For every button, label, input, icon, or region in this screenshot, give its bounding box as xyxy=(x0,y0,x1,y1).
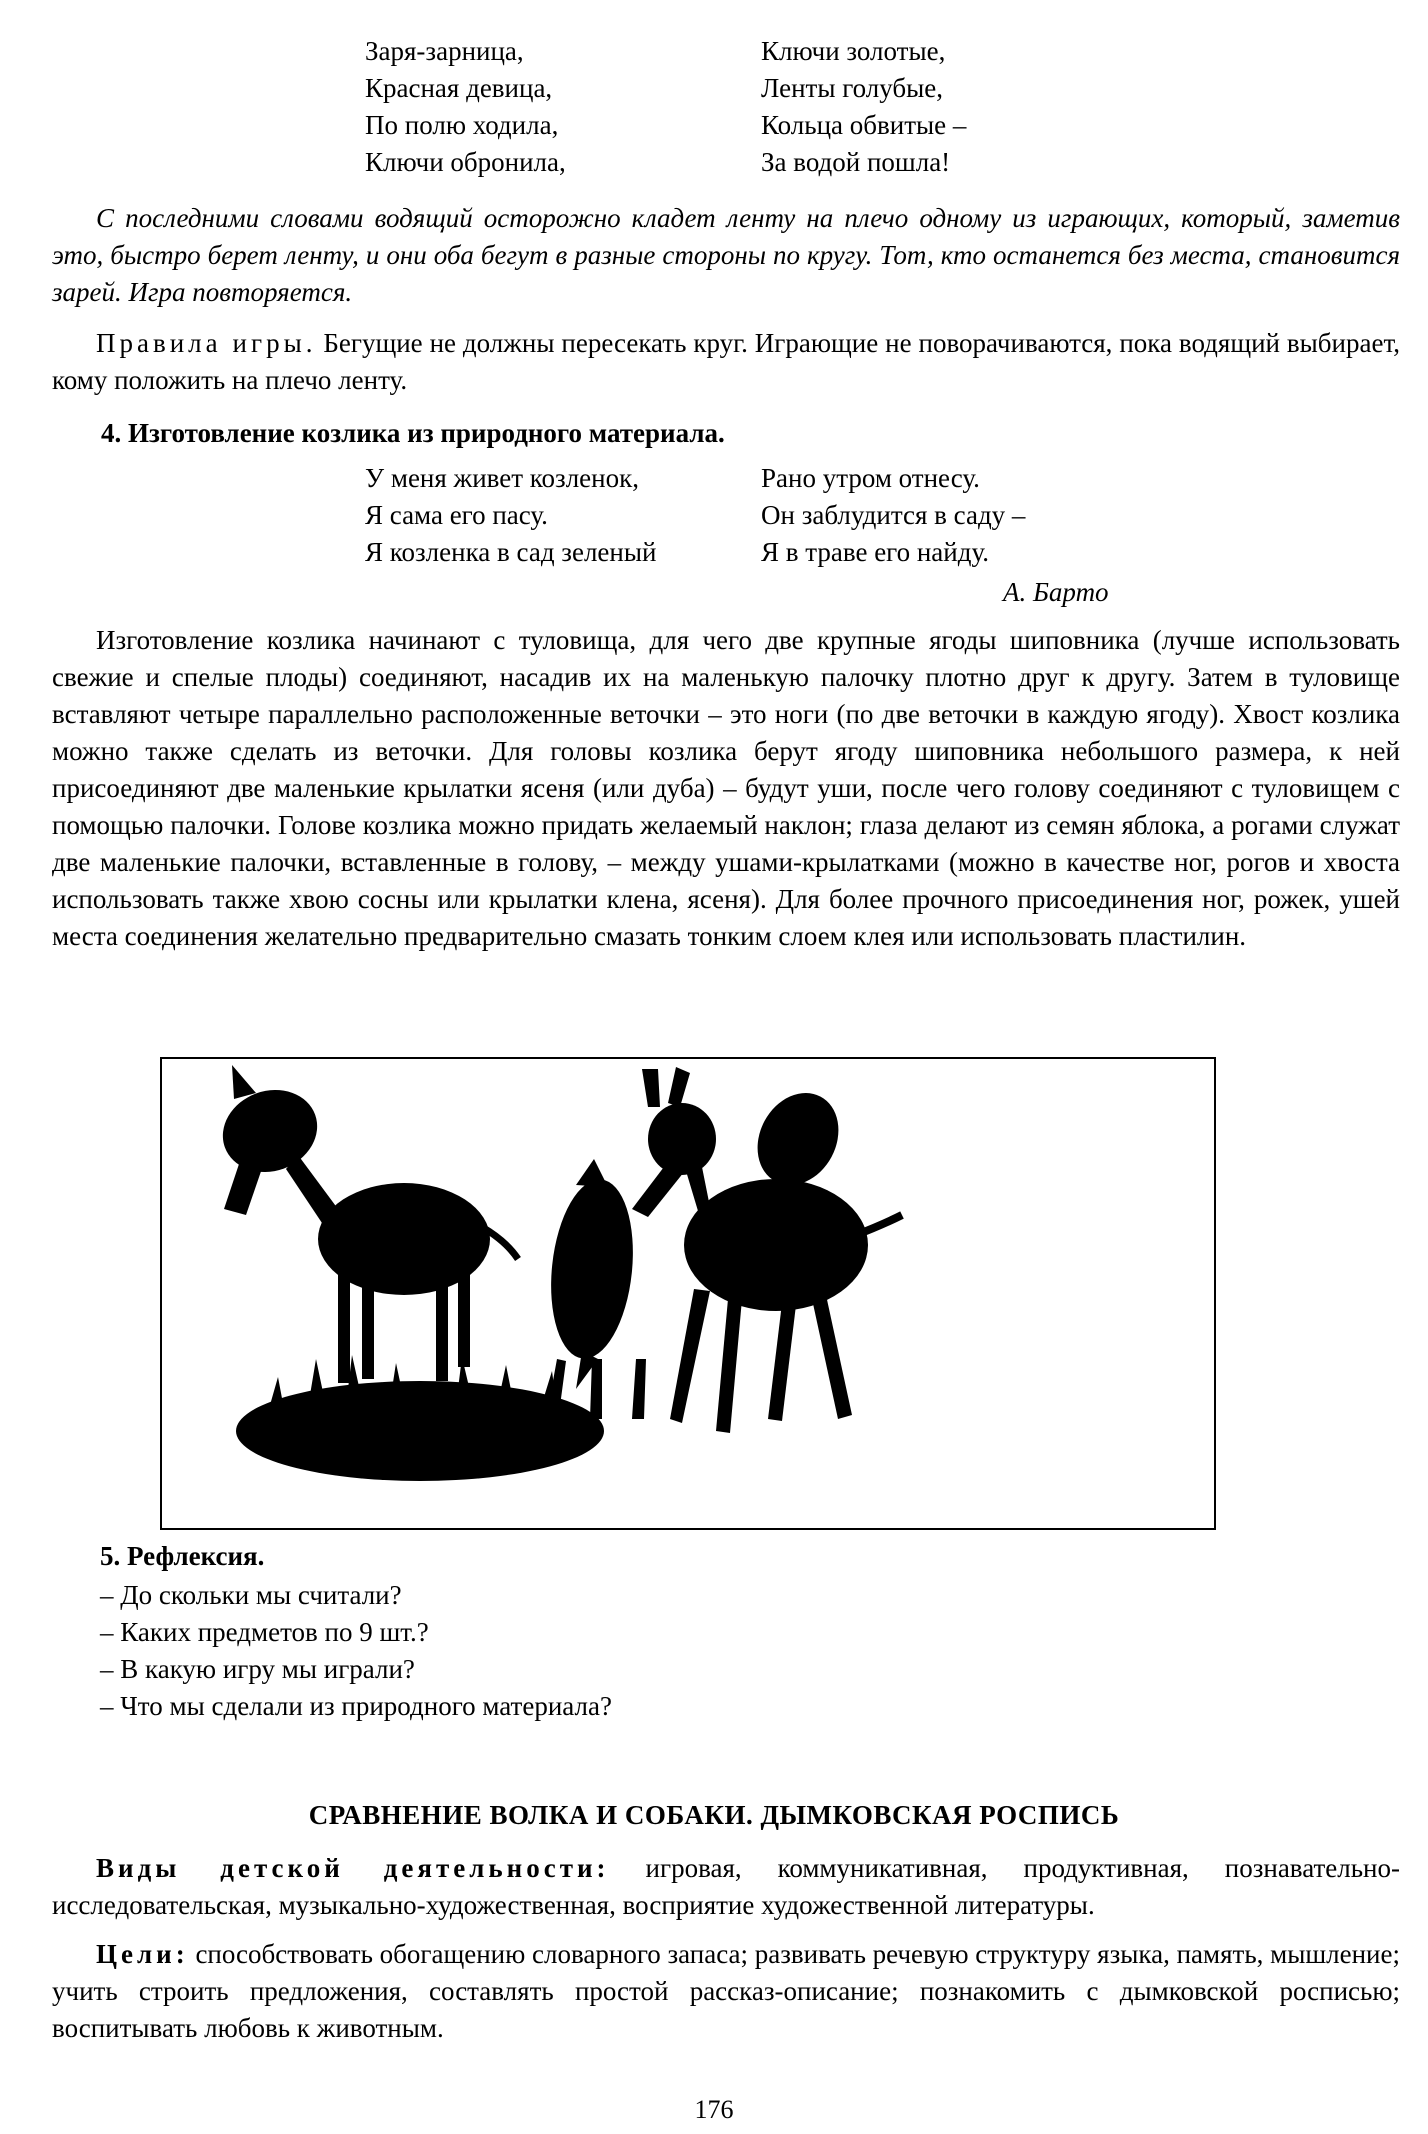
poem-line: Ключи золотые, xyxy=(761,36,946,66)
poem-author: А. Барто xyxy=(1003,577,1109,607)
poem-line: Кольца обвитые – xyxy=(761,110,967,140)
game-description: С последними словами водящий осторожно кладет ленту на плечо одному из играющих, который, заметив это, быстро берет ленту, и они оба бегут в разные стороны по кругу. Тот, кто останется без места, становится зарей. Игра повторяется. xyxy=(52,203,1400,307)
poem-kozlenok xyxy=(365,460,1065,575)
lesson-goals xyxy=(52,1936,1400,2047)
section-5-heading: 5. Рефлексия. xyxy=(100,1541,265,1571)
rules-label: Правила игры. xyxy=(96,328,317,358)
lesson-title: СРАВНЕНИЕ ВОЛКА И СОБАКИ. ДЫМКОВСКАЯ РОСПИСЬ xyxy=(308,1800,1120,1830)
goat-illustration xyxy=(162,1059,1214,1528)
poem-line: Заря-зарница, xyxy=(365,36,524,66)
poem-line: Он заблудится в саду – xyxy=(761,500,1026,530)
poem-line: Рано утром отнесу. xyxy=(761,463,980,493)
activities-label: Виды детской деятельности: xyxy=(96,1853,610,1883)
section-4-body: Изготовление козлика начинают с туловища, для чего две крупные ягоды шиповника (лучше использовать свежие и спелые плоды) соединяют, насадив их на маленькую палочку плотно друг к другу. Затем в туловище вставляют четыре параллельно расположенные веточки – это ноги (по две веточки в каждую ягоду). Хвост козлика можно также сделать из веточки. Для головы козлика берут ягоду шиповника небольшого размера, к ней присоединяют две маленькие крылатки ясеня (или дуба) – будут уши, после чего голову соединяют с туловищем с помощью палочки. Голове козлика можно придать желаемый наклон; глаза делают из семян яблока, а рогами служат две маленькие палочки, вставленные в голову, – между ушами-крылатками (можно в качестве ног, рогов и хвоста использовать также хвою сосны или крылатки клена, ясеня). Для более прочного присоединения ног, рожек, ушей места соединения желательно предварительно смазать тонким слоем клея или использовать пластилин. xyxy=(52,625,1400,951)
poem-line: Ключи обронила, xyxy=(365,147,566,177)
poem-line: У меня живет козленок, xyxy=(365,463,639,493)
poem-zarya-left xyxy=(365,33,566,181)
goat-figure xyxy=(160,1057,1216,1530)
poem-zarya xyxy=(365,33,1065,183)
goals-text: способствовать обогащению словарного запаса; развивать речевую структуру языка, память, мышление; учить строить предложения, составлять простой рассказ-описание; познакомить с дымковской росписью; воспитывать любовь к животным. xyxy=(52,1939,1400,2043)
poem-line: Ленты голубые, xyxy=(761,73,944,103)
poem-zarya-right xyxy=(761,33,966,181)
poem-line: Красная девица, xyxy=(365,73,553,103)
activities-text: игровая, коммуникативная, продуктивная, познавательно-исследовательская, музыкально-художественная, восприятие художественной литературы. xyxy=(52,1853,1400,1920)
poem-line: По полю ходила, xyxy=(365,110,559,140)
poem-kozlenok-right xyxy=(761,460,1025,571)
poem-line: Я козленка в сад зеленый xyxy=(365,537,657,567)
poem-line: Я сама его пасу. xyxy=(365,500,548,530)
question-item: – До скольки мы считали? xyxy=(100,1580,402,1610)
question-item: – Каких предметов по 9 шт.? xyxy=(100,1617,429,1647)
question-item: – В какую игру мы играли? xyxy=(100,1654,415,1684)
section-4-heading: 4. Изготовление козлика из природного материала. xyxy=(101,418,725,448)
poem-line: За водой пошла! xyxy=(761,147,951,177)
poem-line: Я в траве его найду. xyxy=(761,537,989,567)
reflection-questions xyxy=(100,1577,612,1725)
page-number: 176 xyxy=(694,2095,734,2124)
question-item: – Что мы сделали из природного материала? xyxy=(100,1691,612,1721)
game-rules xyxy=(52,325,1400,399)
lesson-activities xyxy=(52,1850,1400,1924)
rules-text: Бегущие не должны пересекать круг. Играющие не поворачиваются, пока водящий выбирает, кому положить на плечо ленту. xyxy=(52,328,1400,395)
poem-kozlenok-left xyxy=(365,460,656,571)
goals-label: Цели: xyxy=(96,1939,189,1969)
